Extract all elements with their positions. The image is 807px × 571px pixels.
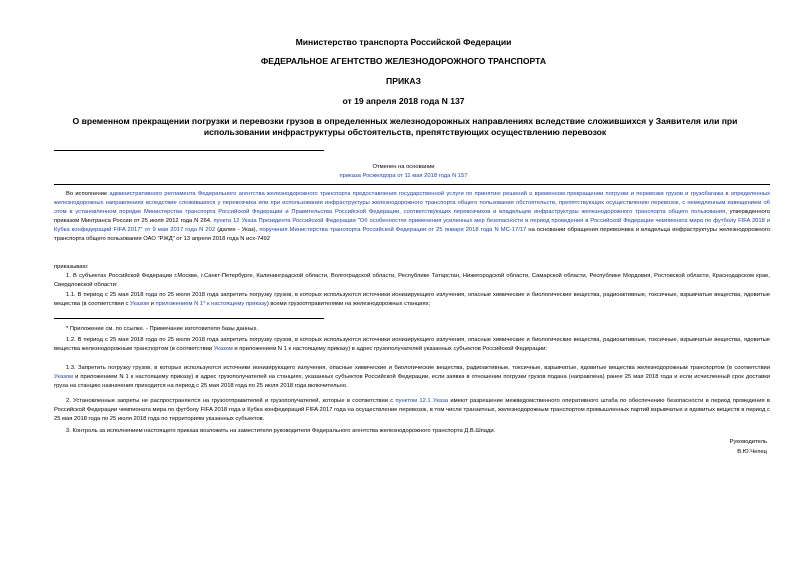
- paragraph-1: 1. В субъектах Российской Федерации г.Москве, г.Санкт-Петербурге, Калининградской области, Волгоградской области, Республике Татарстан, Нижегородской области, Самарской области, Республике Мордовия, Ростовской области, Краснодарском крае, Свердловской области:: [54, 273, 770, 288]
- decree-clause-link[interactable]: пунктом 12.1 Указа: [395, 398, 449, 404]
- paragraph-3: 3. Контроль за исполнением настоящего приказа возложить на заместителя руководителя Федерального агентства железнодорожного транспорта Д.В.Шпади.: [66, 428, 496, 434]
- document-type: ПРИКАЗ: [386, 76, 421, 86]
- agency-title: ФЕДЕРАЛЬНОЕ АГЕНТСТВО ЖЕЛЕЗНОДОРОЖНОГО ТРАНСПОРТА: [260, 56, 547, 66]
- decree-link[interactable]: Указом: [213, 346, 233, 352]
- paragraph-1-2: 1.2. В период с 25 мая 2018 года по 25 июля 2018 года запретить погрузку грузов, в которых используются источники ионизирующего излучения, опасные химические и биологические вещества, радиоактивные, токсичные, взрывчатые вещества, ядовитые вещества железнодорожным транспортом (в соответствии Указом и приложением N 1 к настоящему приказу) в адрес грузополучателей указанных субъектов Российской Федерации;: [54, 337, 770, 352]
- paragraph-1-3: 1.3. Запретить погрузку грузов, в которых используются источники ионизирующего излучения, опасные химические и биологические вещества, радиоактивные, токсичные, взрывчатые, ядовитые вещества железнодорожным транспортом (в соответствии Указом и приложением N 1 к настоящему приказу) в адрес грузополучателей на станциях, указанных субъектов Российской Федерации, если заявка в отношении погрузки грузов подана (направлена) ранее 25 мая 2018 года и если исчисленный срок доставки груза на станцию назначения приходится на период с 25 мая 2018 года по 25 июля 2018 года включительно.: [54, 365, 770, 389]
- preamble-paragraph: Во исполнение административного регламента Федерального агентства железнодорожного транспорта предоставления государственной услуги по принятию решений о временном прекращении погрузки и перевозки грузов и грузобагажа в определенных железнодорожных направлениях вследствие сложившихся у перевозчика или при использовании инфраструктуры железнодорожного транспорта общего пользования обстоятельств, препятствующих осуществлению перевозок, с немедленным извещением об этом в установленном порядке Министерства транспорта Российской Федерации и Правительства Российской Федерации, соответствующих перевозчиков и владельцев инфраструктуры железнодорожного транспорта общего пользования, утвержденного приказом Минтранса России от 25 июля 2012 года N 264, пункта 12 Указа Президента Российской Федерации "Об особенностях применения усиленных мер безопасности в период проведения в Российской Федерации чемпионата мира по футболу FIFA 2018 и Кубка конфедераций FIFA 2017" от 9 мая 2017 года N 202 (далее - Указ), поручения Министерства транспорта Российской Федерации от 25 января 2018 года N МС-17/17 на основании обращения перевозчика и владельца инфраструктуры железнодорожного транспорта общего пользования ОАО "РЖД" от 13 апреля 2018 года N исх-7492: [54, 191, 771, 242]
- decree-link[interactable]: пункта 12 Указа Президента Российской Федерации "Об особенностях применения усиленных мер безопасности в период проведения в Российской Федерации чемпионата мира по футболу FIFA 2018 и Кубка конфедераций FIFA 2017" от 9 мая 2017 года N 202: [54, 218, 770, 233]
- signature-name: В.Ю.Чепец: [737, 449, 767, 455]
- regulation-link[interactable]: административного регламента Федерального агентства железнодорожного транспорта предоставления государственной услуги по принятию решений о временном прекращении погрузки и перевозки грузов и грузобагажа в определенных железнодорожных направлениях вследствие сложившихся у перевозчика или при использовании инфраструктуры железнодорожного транспорта общего пользования обстоятельств, препятствующих осуществлению перевозок, с немедленным извещением об этом в установленном порядке Министерства транспорта Российской Федерации и Правительства Российской Федерации, соответствующих перевозчиков и владельцев инфраструктуры железнодорожного транспорта общего пользования: [54, 191, 771, 215]
- document-date-number: от 19 апреля 2018 года N 137: [342, 96, 465, 106]
- document-subject: О временном прекращении погрузки и перевозки грузов в определенных железнодорожных направлениях вследствие сложившихся у Заявителя или при использовании инфраструктуры обстоятельств, препятствующих осуществлению перевозок: [72, 116, 738, 137]
- decree-link[interactable]: Указом: [130, 301, 150, 307]
- repeal-note: Отменен на основании: [372, 164, 435, 170]
- repeal-divider: [54, 184, 770, 185]
- header-divider: [54, 150, 324, 151]
- appendix-link[interactable]: приложением N 1* к настоящему приказу: [155, 301, 267, 307]
- paragraph-1-1: 1.1. В период с 25 мая 2018 года по 25 июля 2018 года запретить погрузку грузов, в которых используются источники ионизирующего излучения, опасные химические и биологические вещества, радиоактивные, токсичные, взрывчатые вещества, ядовитые вещества (в соответствии с Указом и приложением N 1* к настоящему приказу) всеми грузоотправителями на железнодорожных станциях;: [54, 292, 770, 307]
- footnote: * Приложение см. по ссылке. - Примечание изготовителя базы данных.: [66, 326, 258, 332]
- signature-title: Руководитель: [729, 439, 767, 445]
- decree-link[interactable]: Указом: [54, 374, 74, 380]
- ordered-line: приказываю:: [54, 264, 89, 270]
- footnote-divider: [54, 318, 324, 319]
- repeal-link[interactable]: приказа Росжелдора от 11 мая 2018 года N 157: [339, 173, 468, 179]
- ministry-title: Министерство транспорта Российской Федерации: [295, 37, 512, 47]
- paragraph-2: 2. Установленные запреты не распространяются на грузоотправителей и грузополучателей, которые в соответствии с пунктом 12.1 Указа имеют разрешение межведомственного оперативного штаба по обеспечению безопасности в период проведения в Российской Федерации чемпионата мира по футболу FIFA 2018 года и Кубка конфедераций FIFA 2017 года на осуществление перевозок, в том числе транзитных, железнодорожным транспортом промышленных партий взрывчатых и ядовитых веществ в период с 25 мая 2018 года по 25 июля 2018 года по территориям указанных субъектов.: [54, 398, 770, 422]
- instruction-link[interactable]: поручения Министерства транспорта Российской Федерации от 25 января 2018 года N МС-17/17: [259, 227, 527, 233]
